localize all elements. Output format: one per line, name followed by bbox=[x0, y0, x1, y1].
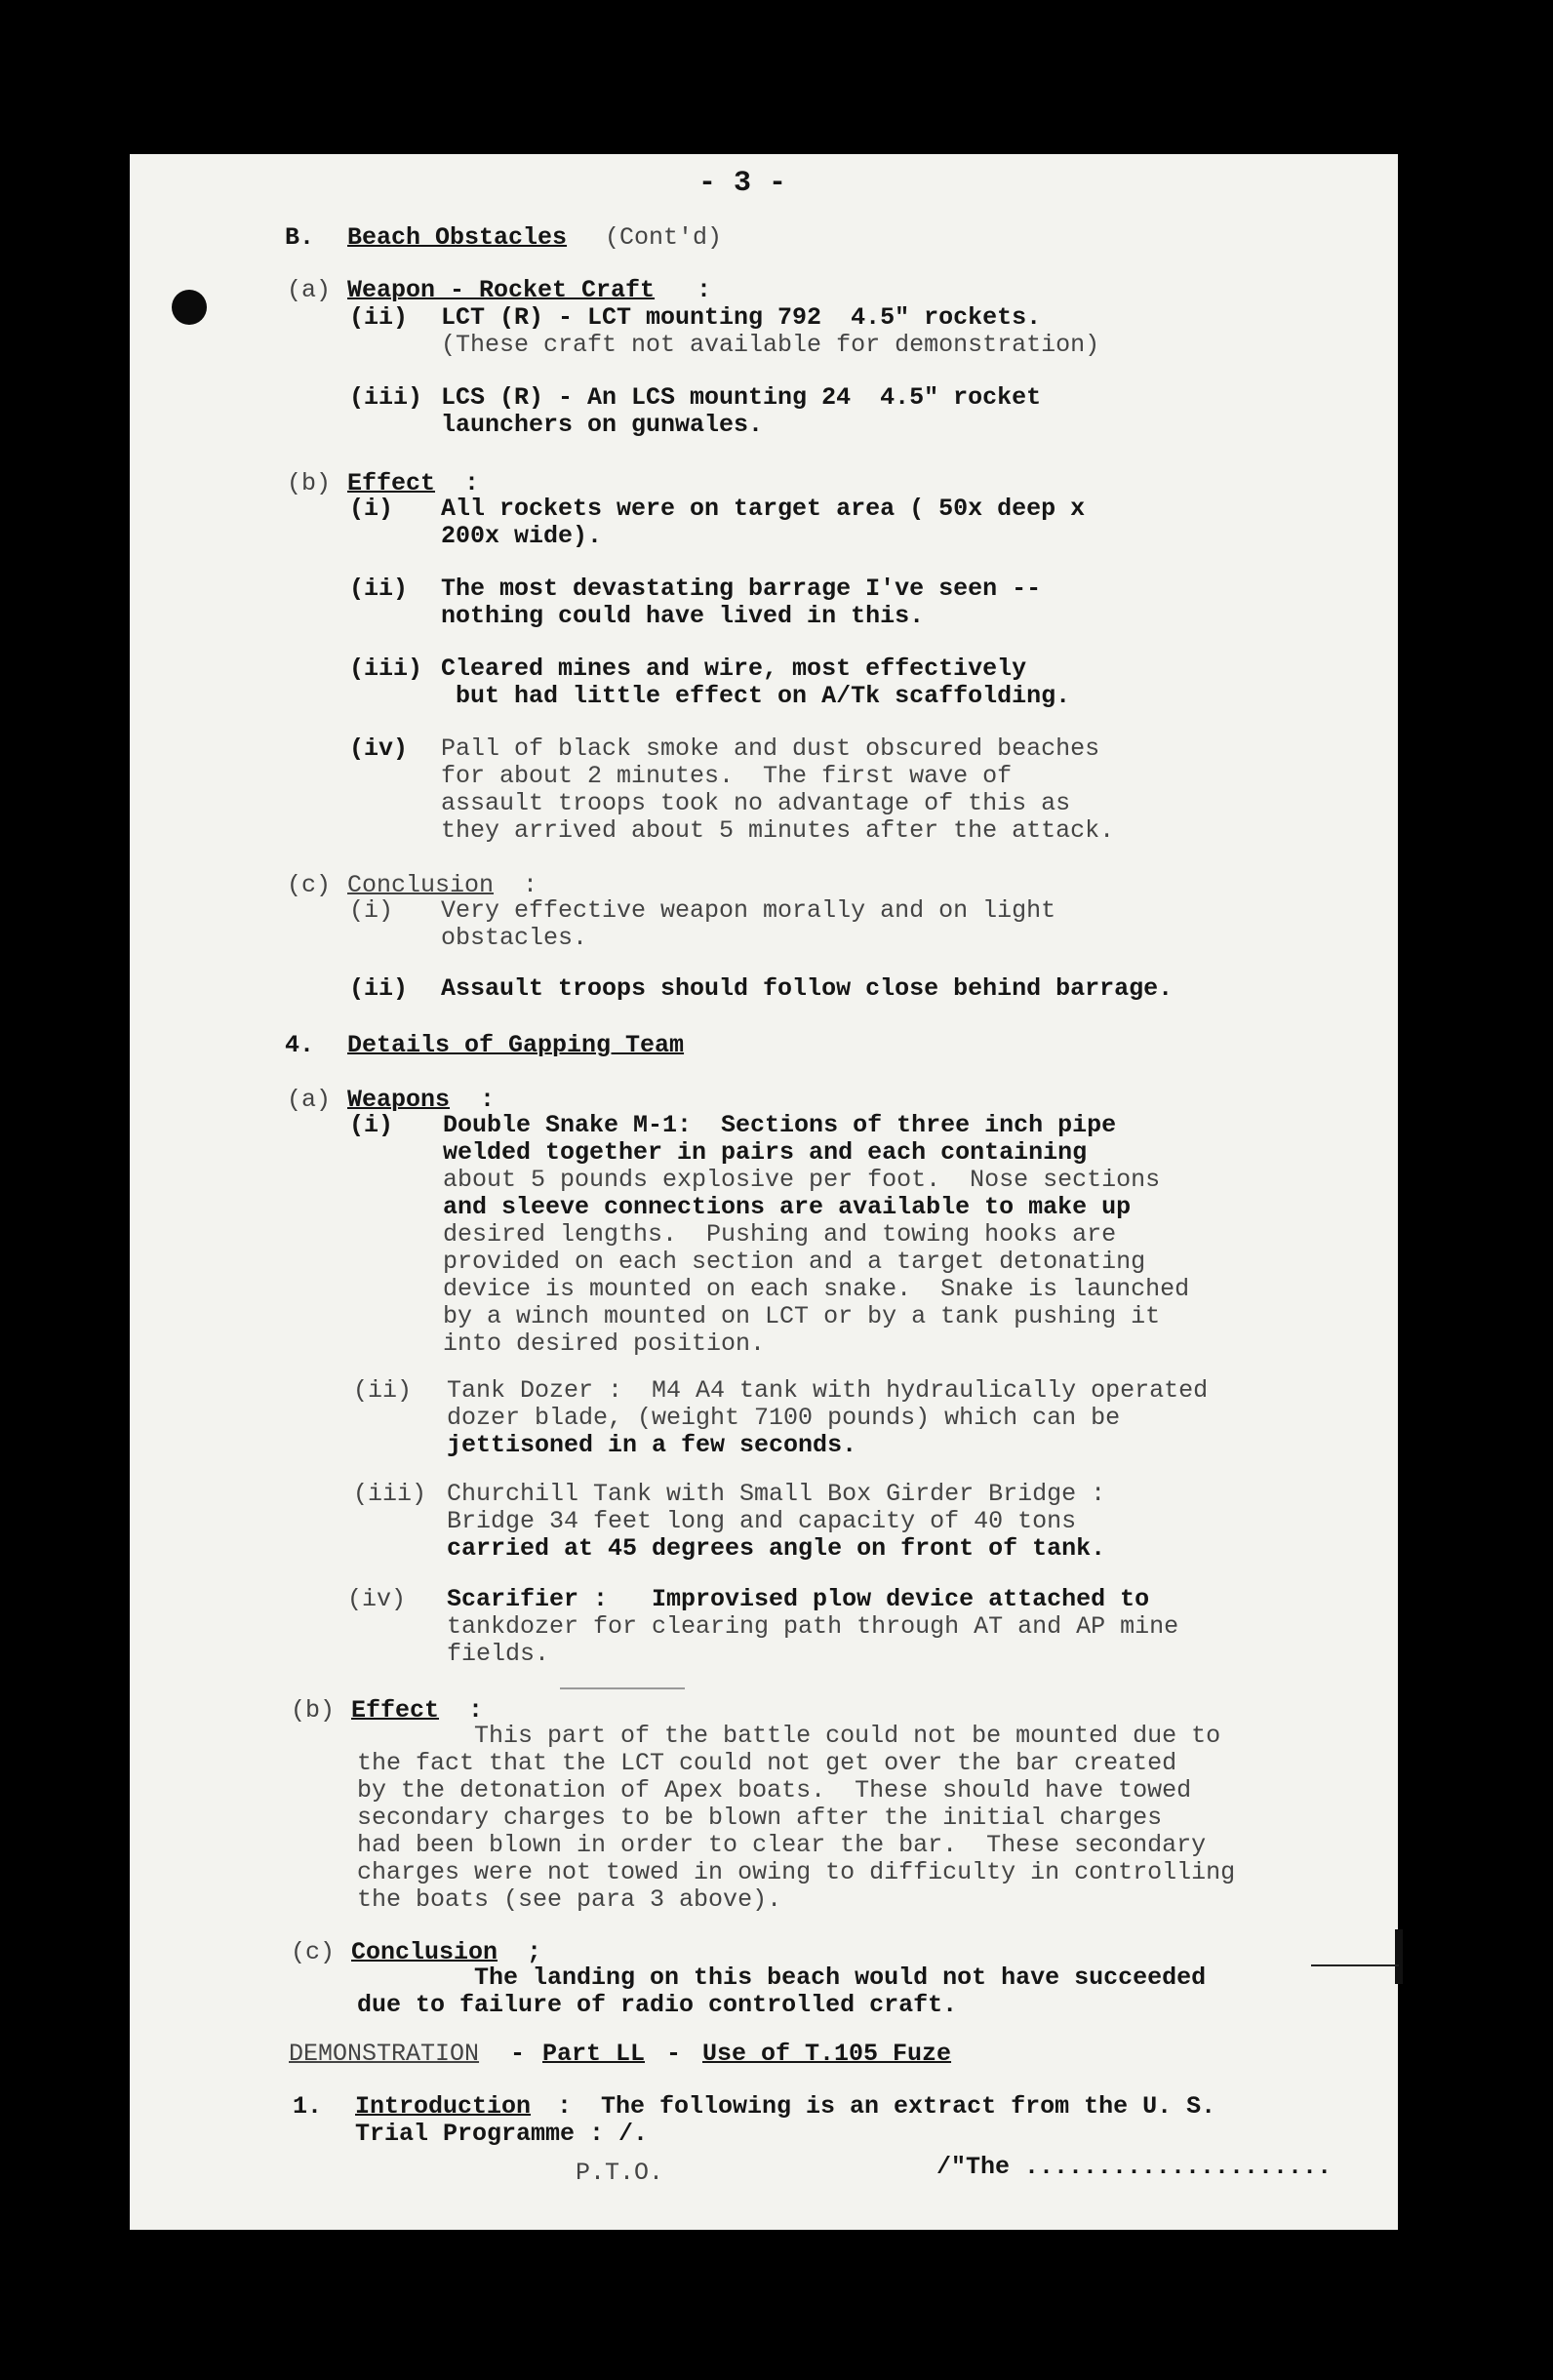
item-line: All rockets were on target area ( 50x deep x bbox=[441, 495, 1086, 523]
subsection-label: (c) bbox=[287, 871, 332, 899]
item-number: (ii) bbox=[349, 303, 409, 332]
item-line: Very effective weapon morally and on light bbox=[441, 896, 1056, 925]
paragraph-line: Trial Programme : /. bbox=[355, 2120, 649, 2148]
subsection-colon: : bbox=[480, 1086, 496, 1114]
item-line: Cleared mines and wire, most effectively bbox=[441, 654, 1027, 683]
section-title-suffix: (Cont'd) bbox=[605, 223, 723, 252]
item-number: (iv) bbox=[349, 734, 409, 763]
item-line: obstacles. bbox=[441, 924, 588, 952]
continuation-text: /"The ..................... bbox=[936, 2153, 1333, 2181]
item-line: 200x wide). bbox=[441, 522, 603, 550]
subsection-title: Weapons bbox=[347, 1086, 451, 1114]
item-line: fields. bbox=[447, 1640, 550, 1668]
subsection-colon: : bbox=[468, 1696, 484, 1725]
demonstration-part: Part LL bbox=[542, 2040, 646, 2068]
subsection-label: (b) bbox=[287, 469, 332, 497]
subsection-title: Weapon - Rocket Craft bbox=[347, 276, 656, 304]
item-number: (ii) bbox=[349, 974, 409, 1003]
punch-hole bbox=[172, 290, 207, 325]
subsection-label: (b) bbox=[291, 1696, 336, 1725]
item-line: carried at 45 degrees angle on front of tank. bbox=[447, 1534, 1106, 1563]
paragraph-line: The landing on this beach would not have succeeded bbox=[357, 1964, 1207, 1992]
paragraph-line: the fact that the LCT could not get over the bar created bbox=[357, 1749, 1177, 1777]
subsection-title: Conclusion bbox=[351, 1938, 498, 1966]
item-line: device is mounted on each snake. Snake is launched bbox=[443, 1275, 1190, 1303]
item-number: (i) bbox=[349, 1111, 394, 1139]
paragraph-line: by the detonation of Apex boats. These should have towed bbox=[357, 1776, 1192, 1805]
subsection-colon: : bbox=[523, 871, 538, 899]
item-line: desired lengths. Pushing and towing hooks are bbox=[443, 1220, 1117, 1249]
subsection-title: Effect bbox=[347, 469, 436, 497]
item-line: tankdozer for clearing path through AT and AP mine bbox=[447, 1612, 1179, 1641]
section-number: 1. bbox=[293, 2092, 323, 2121]
item-line: and sleeve connections are available to make up bbox=[443, 1193, 1132, 1221]
edge-line bbox=[1311, 1964, 1399, 1966]
item-line: LCT (R) - LCT mounting 792 4.5" rockets. bbox=[441, 303, 1042, 332]
subsection-label: (a) bbox=[287, 276, 332, 304]
item-line: Pall of black smoke and dust obscured beaches bbox=[441, 734, 1100, 763]
section-letter: B. bbox=[285, 223, 315, 252]
demonstration-dash: - bbox=[652, 2040, 697, 2068]
item-line: about 5 pounds explosive per foot. Nose sections bbox=[443, 1166, 1161, 1194]
item-line: LCS (R) - An LCS mounting 24 4.5" rocket bbox=[441, 383, 1042, 412]
item-number: (ii) bbox=[353, 1376, 413, 1405]
item-number: (i) bbox=[349, 896, 394, 925]
divider-line bbox=[560, 1687, 685, 1689]
item-line: but had little effect on A/Tk scaffolding. bbox=[441, 682, 1071, 710]
item-line: by a winch mounted on LCT or by a tank pushing it bbox=[443, 1302, 1161, 1330]
edge-mark bbox=[1395, 1929, 1403, 1984]
section-title: Introduction bbox=[355, 2092, 532, 2121]
subsection-colon: : bbox=[697, 276, 712, 304]
paragraph-line: This part of the battle could not be mounted due to bbox=[357, 1722, 1221, 1750]
item-line: Assault troops should follow close behind barrage. bbox=[441, 974, 1174, 1003]
item-number: (iii) bbox=[349, 654, 423, 683]
subsection-colon: ; bbox=[527, 1938, 542, 1966]
paragraph-line: charges were not towed in owing to difficulty in controlling bbox=[357, 1858, 1236, 1886]
item-line: jettisoned in a few seconds. bbox=[447, 1431, 857, 1459]
item-line: The most devastating barrage I've seen -- bbox=[441, 575, 1042, 603]
subsection-label: (a) bbox=[287, 1086, 332, 1114]
subsection-colon: : bbox=[464, 469, 480, 497]
page-number: - 3 - bbox=[698, 167, 787, 200]
item-number: (iii) bbox=[349, 383, 423, 412]
item-line: for about 2 minutes. The first wave of bbox=[441, 762, 1013, 790]
demonstration-subject: Use of T.105 Fuze bbox=[702, 2040, 952, 2068]
subsection-label: (c) bbox=[291, 1938, 336, 1966]
paragraph-line: the boats (see para 3 above). bbox=[357, 1885, 782, 1914]
section-title: Details of Gapping Team bbox=[347, 1031, 685, 1059]
item-line: Churchill Tank with Small Box Girder Bridge : bbox=[447, 1480, 1106, 1508]
paragraph-line: due to failure of radio controlled craft. bbox=[357, 1991, 958, 2019]
item-line: assault troops took no advantage of this as bbox=[441, 789, 1071, 817]
item-line: Bridge 34 feet long and capacity of 40 tons bbox=[447, 1507, 1077, 1535]
paragraph-line: secondary charges to be blown after the initial charges bbox=[357, 1804, 1163, 1832]
paragraph-line: : The following is an extract from the U. S. bbox=[542, 2092, 1216, 2121]
paragraph-line: had been blown in order to clear the bar. These secondary bbox=[357, 1831, 1207, 1859]
item-line: nothing could have lived in this. bbox=[441, 602, 925, 630]
item-line: welded together in pairs and each containing bbox=[443, 1138, 1088, 1167]
item-line: they arrived about 5 minutes after the attack. bbox=[441, 816, 1115, 845]
item-line: Double Snake M-1: Sections of three inch pipe bbox=[443, 1111, 1117, 1139]
item-line: Scarifier : Improvised plow device attached to bbox=[447, 1585, 1150, 1613]
item-number: (i) bbox=[349, 495, 394, 523]
demonstration-title: DEMONSTRATION bbox=[289, 2040, 480, 2068]
pto-label: P.T.O. bbox=[576, 2159, 664, 2187]
section-number: 4. bbox=[285, 1031, 315, 1059]
item-number: (iii) bbox=[353, 1480, 427, 1508]
item-line: launchers on gunwales. bbox=[441, 411, 764, 439]
item-line: provided on each section and a target detonating bbox=[443, 1248, 1146, 1276]
item-number: (ii) bbox=[349, 575, 409, 603]
item-number: (iv) bbox=[347, 1585, 407, 1613]
item-line: Tank Dozer : M4 A4 tank with hydraulically operated bbox=[447, 1376, 1209, 1405]
item-line: into desired position. bbox=[443, 1329, 766, 1358]
item-line: dozer blade, (weight 7100 pounds) which can be bbox=[447, 1404, 1121, 1432]
subsection-title: Conclusion bbox=[347, 871, 495, 899]
subsection-title: Effect bbox=[351, 1696, 440, 1725]
demonstration-dash: - bbox=[496, 2040, 540, 2068]
section-title: Beach Obstacles bbox=[347, 223, 568, 252]
item-line: (These craft not available for demonstration) bbox=[441, 331, 1100, 359]
